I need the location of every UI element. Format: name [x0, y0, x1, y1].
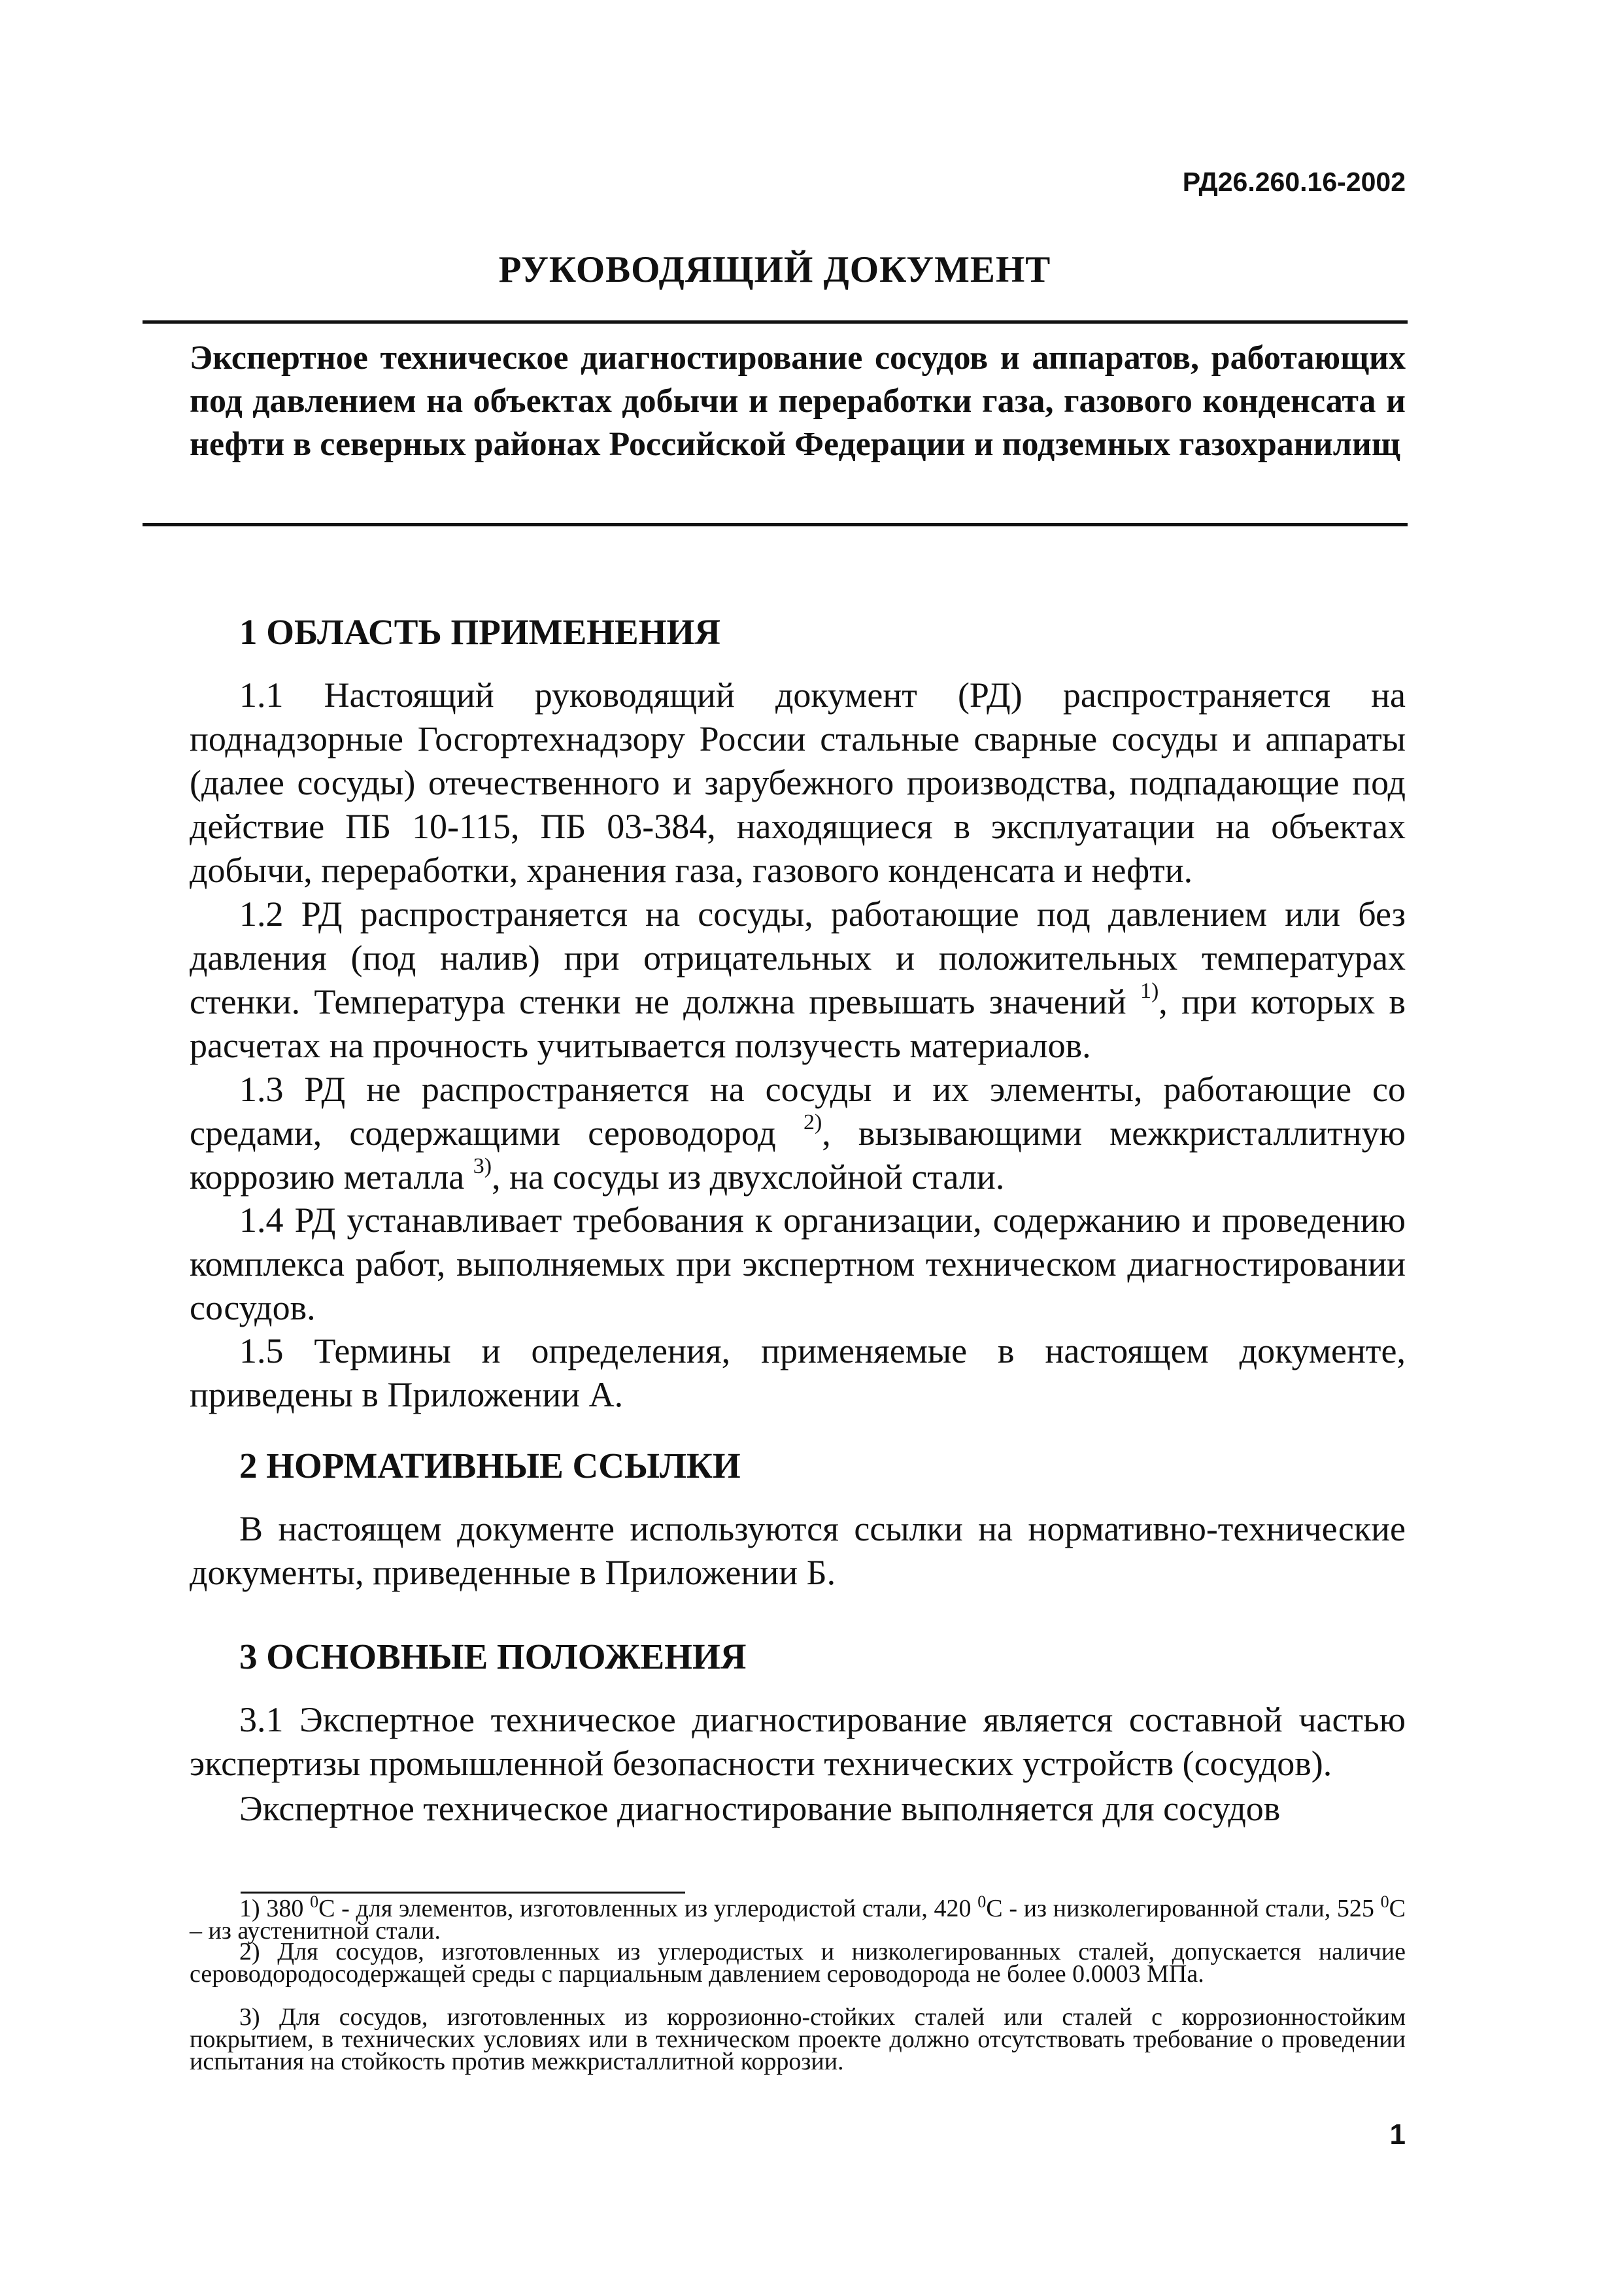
footnote-ref-1: 1): [1140, 979, 1159, 1003]
paragraph-3-2: Экспертное техническое диагностирование выполняется для сосудов: [239, 1789, 1281, 1828]
footnote-1: 1) 380 $^0$С - для элементов, изготовленных из углеродистой стали, 420 $^0$С - из низколегированной стали, 525 $^0$С – из аустенитной стали.: [190, 1892, 1406, 1945]
footnote-ref-2: 2): [803, 1110, 822, 1134]
paragraph-1-5: 1.5 Термины и определения, применяемые в настоящем документе, приведены в Приложении А.: [190, 1331, 1406, 1414]
section-heading-2: 2 НОРМАТИВНЫЕ ССЫЛКИ: [239, 1446, 741, 1486]
paragraph-1-1: 1.1 Настоящий руководящий документ (РД) распространяется на поднадзорные Госгортехнадзору России стальные сварные сосуды и аппараты (далее сосуды) отечественного и зарубежного производства, подпадающие под действие ПБ 10-115, ПБ 03-384, находящиеся в эксплуатации на объектах добычи, переработки, хранения газа, газового конденсата и нефти.: [190, 675, 1406, 890]
paragraph-3-1: 3.1 Экспертное техническое диагностирование является составной частью экспертизы промышленной безопасности технических устройств (сосудов).: [190, 1700, 1406, 1783]
footnote-3: 3) Для сосудов, изготовленных из коррозионно-стойких сталей или сталей с коррозионностойким покрытием, в технических условиях или в техническом проекте должно отсутствовать требование о проведении испытания на стойкость против межкристаллитной коррозии.: [190, 2003, 1406, 2075]
section-heading-3: 3 ОСНОВНЫЕ ПОЛОЖЕНИЯ: [239, 1637, 747, 1676]
footnote-ref-3: 3): [473, 1154, 492, 1178]
page-number: 1: [1389, 2118, 1406, 2150]
document-title: Экспертное техническое диагностирование сосудов и аппаратов, работающих под давлением на объектах добычи и переработки газа, газового конденсата и нефти в северных районах Российской Федерации и подземных газохранилищ: [190, 339, 1406, 463]
paragraph-1-2: 1.2 РД распространяется на сосуды, работающие под давлением или без давления (под налив) при отрицательных и положительных температурах стенки. Температура стенки не должна превышать значений $^{1)}$, при которых в расчетах на прочность учитывается ползучесть материалов.: [190, 894, 1406, 1065]
title-bottom-rule: [143, 523, 1408, 526]
paragraph-1-3: 1.3 РД не распространяется на сосуды и их элементы, работающие со средами, содержащими сероводород $^{2)}$, вызывающими межкристаллитную коррозию металла $^{3)}$, на сосуды из двухслойной стали.: [190, 1070, 1406, 1197]
document-kind-title: РУКОВОДЯЩИЙ ДОКУМЕНТ: [498, 249, 1051, 290]
section-heading-1: 1 ОБЛАСТЬ ПРИМЕНЕНИЯ: [239, 612, 721, 652]
footnote-separator: [241, 1892, 685, 1894]
title-top-rule: [143, 320, 1408, 324]
paragraph-1-4: 1.4 РД устанавливает требования к организации, содержанию и проведению комплекса работ, выполняемых при экспертном техническом диагностировании сосудов.: [190, 1200, 1406, 1327]
document-code: РД26.260.16-2002: [1182, 167, 1406, 197]
paragraph-2: В настоящем документе используются ссылки на нормативно-технические документы, приведенные в Приложении Б.: [190, 1509, 1406, 1592]
footnote-2: 2) Для сосудов, изготовленных из углеродистых и низколегированных сталей, допускается наличие сероводородосодержащей среды с парциальным давлением сероводорода не более 0.0003 МПа.: [190, 1938, 1406, 1988]
